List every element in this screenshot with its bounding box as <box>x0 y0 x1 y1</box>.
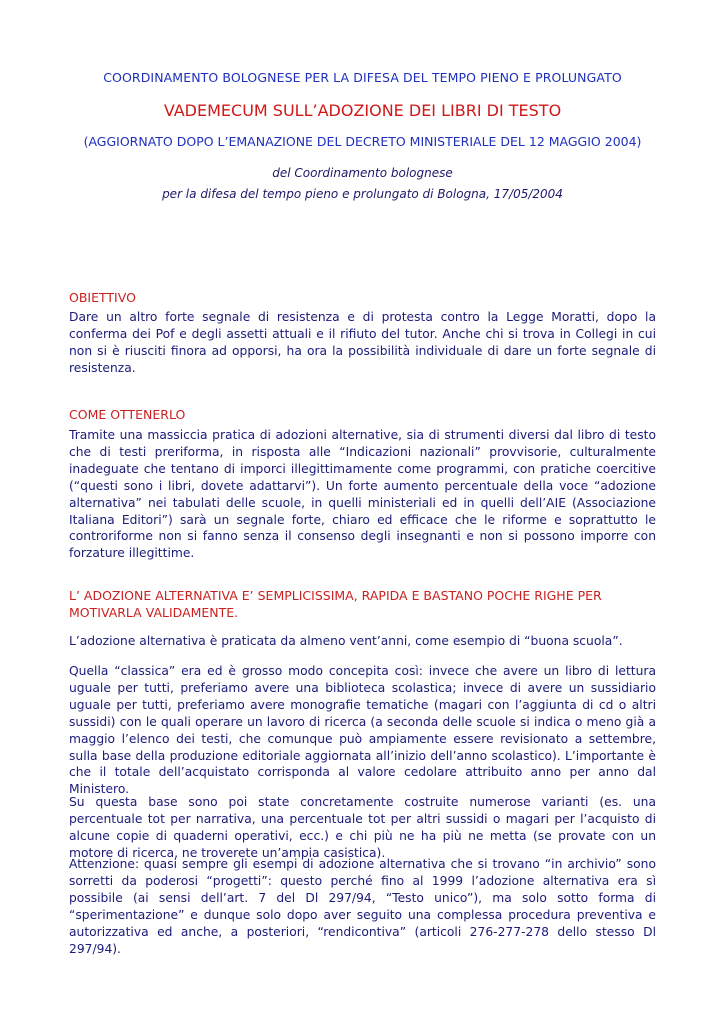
section-heading-obiettivo: OBIETTIVO <box>69 290 136 305</box>
organization-heading: COORDINAMENTO BOLOGNESE PER LA DIFESA DEL TEMPO PIENO E PROLUNGATO <box>103 70 622 85</box>
document-title: VADEMECUM SULL’ADOZIONE DEI LIBRI DI TESTO <box>163 101 562 120</box>
document-subtitle: (AGGIORNATO DOPO L’EMANAZIONE DEL DECRETO MINISTERIALE DEL 12 MAGGIO 2004) <box>83 134 642 149</box>
section-heading-adozione: L’ ADOZIONE ALTERNATIVA E’ SEMPLICISSIMA, RAPIDA E BASTANO POCHE RIGHE PER MOTIVARLA VALIDAMENTE. <box>69 588 602 620</box>
paragraph-adozione-4: Attenzione: quasi sempre gli esempi di adozione alternativa che si trovano “in archivio” sono sorretti da poderosi “progetti”: questo perché fino al 1999 l’adozione alternativa era sì possibile (ai sensi dell’art. 7 del Dl 297/94, “Testo unico”), ma solo sotto forma di “sperimentazione” e dunque solo dopo aver seguito una complessa procedura preventiva e autorizzativa ed anche, a posteriori, “rendicontiva” (articoli 276-277-278 dello stesso Dl 297/94). <box>69 857 656 956</box>
section-heading-come-ottenerlo: COME OTTENERLO <box>69 407 186 422</box>
author-line-1: del Coordinamento bolognese <box>272 166 453 180</box>
paragraph-come-ottenerlo: Tramite una massiccia pratica di adozioni alternative, sia di strumenti diversi dal libro di testo che di testi preriforma, in risposta alle “Indicazioni nazionali” provvisorie, culturalmente inadeguate che tentano di imporci illegittimamente come programmi, con pratiche coercitive (“questi sono i libri, dovete adattarvi”). Un forte aumento percentuale della voce “adozione alternativa” nei tabulati delle scuole, in quelli ministeriali ed in quelli dell’AIE (Associazione Italiana Editori”) sarà un segnale forte, chiaro ed efficace che le riforme e soprattutto le controriforme non si fanno senza il consenso degli insegnanti e non si possono imporre con forzature illegittime. <box>69 428 656 561</box>
paragraph-adozione-1: L’adozione alternativa è praticata da almeno vent’anni, come esempio di “buona scuola”. <box>69 634 623 648</box>
paragraph-adozione-2: Quella “classica” era ed è grosso modo concepita così: invece che avere un libro di lettura uguale per tutti, preferiamo avere una biblioteca scolastica; invece di avere un sussidiario uguale per tutti, preferiamo avere monografie tematiche (magari con l’aggiunta di cd o altri sussidi) con le quali operare un lavoro di ricerca (a seconda delle scuole si indica o meno già a maggio l’elenco dei testi, che comunque può ampiamente essere revisionato a settembre, sulla base della produzione editoriale aggiornata all’inizio dell’anno scolastico). L’importante è che il totale dell’acquistato corrisponda al valore cedolare attribuito anno per anno dal Ministero. <box>69 664 656 797</box>
paragraph-adozione-3: Su questa base sono poi state concretamente costruite numerose varianti (es. una percentuale tot per narrativa, una percentuale tot per altri sussidi o magari per l’acquisto di alcune copie di quaderni operativi, ecc.) e chi più ne ha più ne metta (se provate con un motore di ricerca, ne troverete un’ampia casistica). <box>69 795 656 860</box>
paragraph-obiettivo: Dare un altro forte segnale di resistenza e di protesta contro la Legge Moratti, dopo la conferma dei Pof e degli assetti attuali e il rifiuto del tutor. Anche chi si trova in Collegi in cui non si è riusciti finora ad opporsi, ha ora la possibilità individuale di dare un forte segnale di resistenza. <box>69 310 656 375</box>
author-line-2: per la difesa del tempo pieno e prolungato di Bologna, 17/05/2004 <box>162 187 563 201</box>
